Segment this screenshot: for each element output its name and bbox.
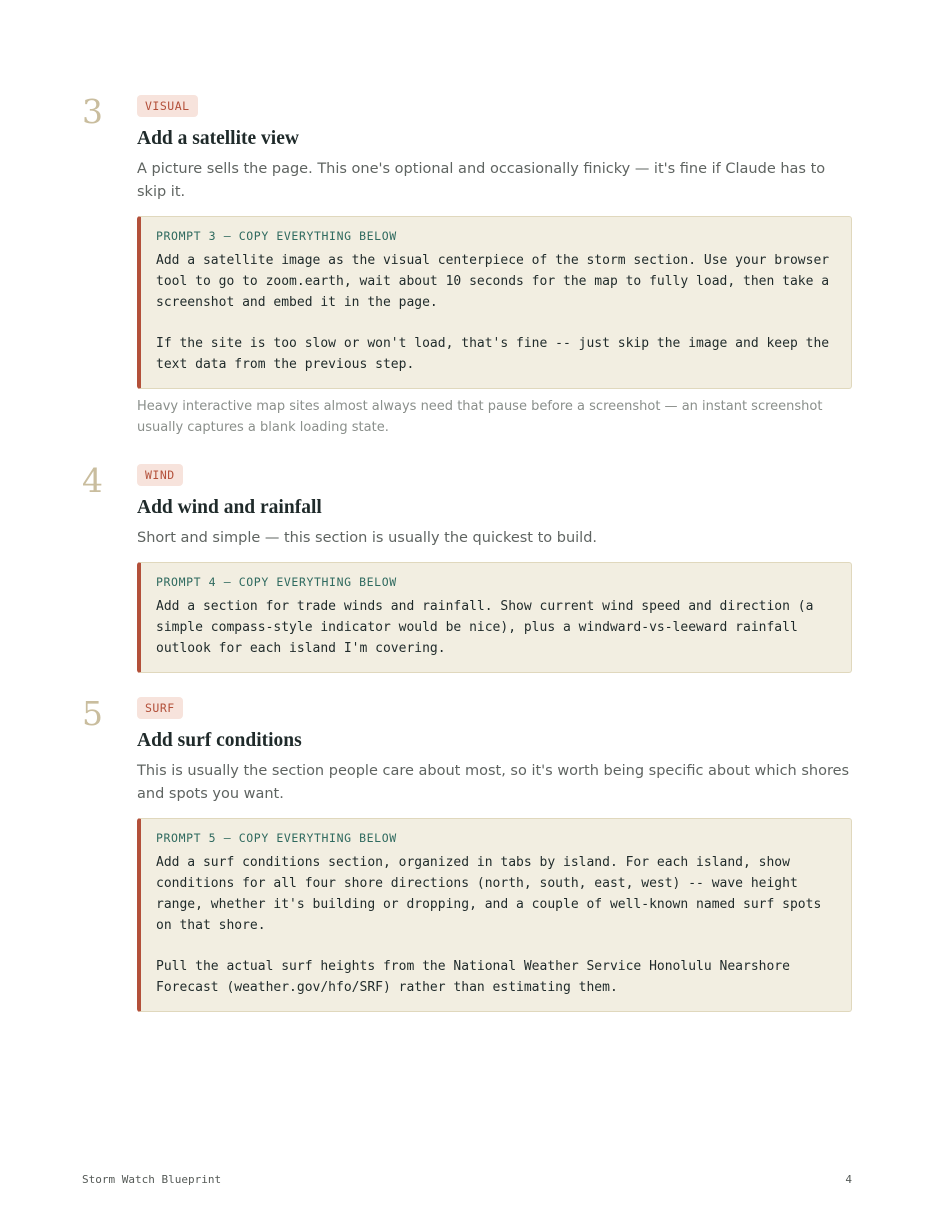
prompt-paragraph[interactable]: Add a section for trade winds and rainfall. Show current wind speed and direction (a simple compass-style indicator would be nice), plus a windward-vs-leeward rainfall outlook for each island I'm covering. — [156, 599, 814, 657]
step-description: This is usually the section people care about most, so it's worth being specific about which shores and spots you want. — [137, 763, 850, 803]
prompt-label: PROMPT 5 — COPY EVERYTHING BELOW — [156, 831, 397, 846]
step-description: Short and simple — this section is usually the quickest to build. — [137, 530, 598, 547]
step-title: Add wind and rainfall — [137, 497, 322, 518]
prompt-paragraph[interactable]: Pull the actual surf heights from the National Weather Service Honolulu Nearshore Forecast (weather.gov/hfo/SRF) rather than estimating them. — [156, 959, 790, 996]
prompt-paragraph[interactable]: Add a surf conditions section, organized in tabs by island. For each island, show conditions for all four shore directions (north, south, east, west) -- wave height range, whether it's building or dropping, and a couple of well-known named surf spots on that shore. — [156, 855, 822, 934]
prompt-label: PROMPT 3 — COPY EVERYTHING BELOW — [156, 229, 397, 244]
prompt-paragraph[interactable]: Add a satellite image as the visual centerpiece of the storm section. Use your browser tool to go to zoom.earth, wait about 10 seconds for the map to fully load, then take a screenshot and embed it in the page. — [156, 253, 830, 311]
step-number: 3 — [82, 92, 103, 131]
prompt-box[interactable] — [137, 818, 852, 1012]
step-title: Add a satellite view — [137, 128, 299, 149]
step-title: Add surf conditions — [137, 730, 302, 751]
footer-title: Storm Watch Blueprint — [82, 1173, 222, 1186]
step-tag: VISUAL — [137, 95, 198, 117]
prompt-box[interactable] — [137, 562, 852, 673]
page-footer — [82, 1173, 852, 1186]
page-number: 4 — [845, 1173, 852, 1186]
step-number: 4 — [82, 461, 103, 500]
step-note: Heavy interactive map sites almost always need that pause before a screenshot — an instant screenshot usually captures a blank loading state. — [137, 399, 823, 436]
prompt-paragraph[interactable]: If the site is too slow or won't load, that's fine -- just skip the image and keep the text data from the previous step. — [156, 336, 830, 373]
step-description: A picture sells the page. This one's optional and occasionally finicky — it's fine if Claude has to skip it. — [137, 161, 826, 201]
step-tag: WIND — [137, 464, 183, 486]
prompt-box[interactable] — [137, 216, 852, 389]
step-4-section — [82, 461, 852, 673]
prompt-label: PROMPT 4 — COPY EVERYTHING BELOW — [156, 575, 397, 590]
step-number: 5 — [82, 694, 103, 733]
step-5-section — [82, 694, 852, 1012]
step-tag: SURF — [137, 697, 183, 719]
step-3-section — [82, 92, 852, 438]
